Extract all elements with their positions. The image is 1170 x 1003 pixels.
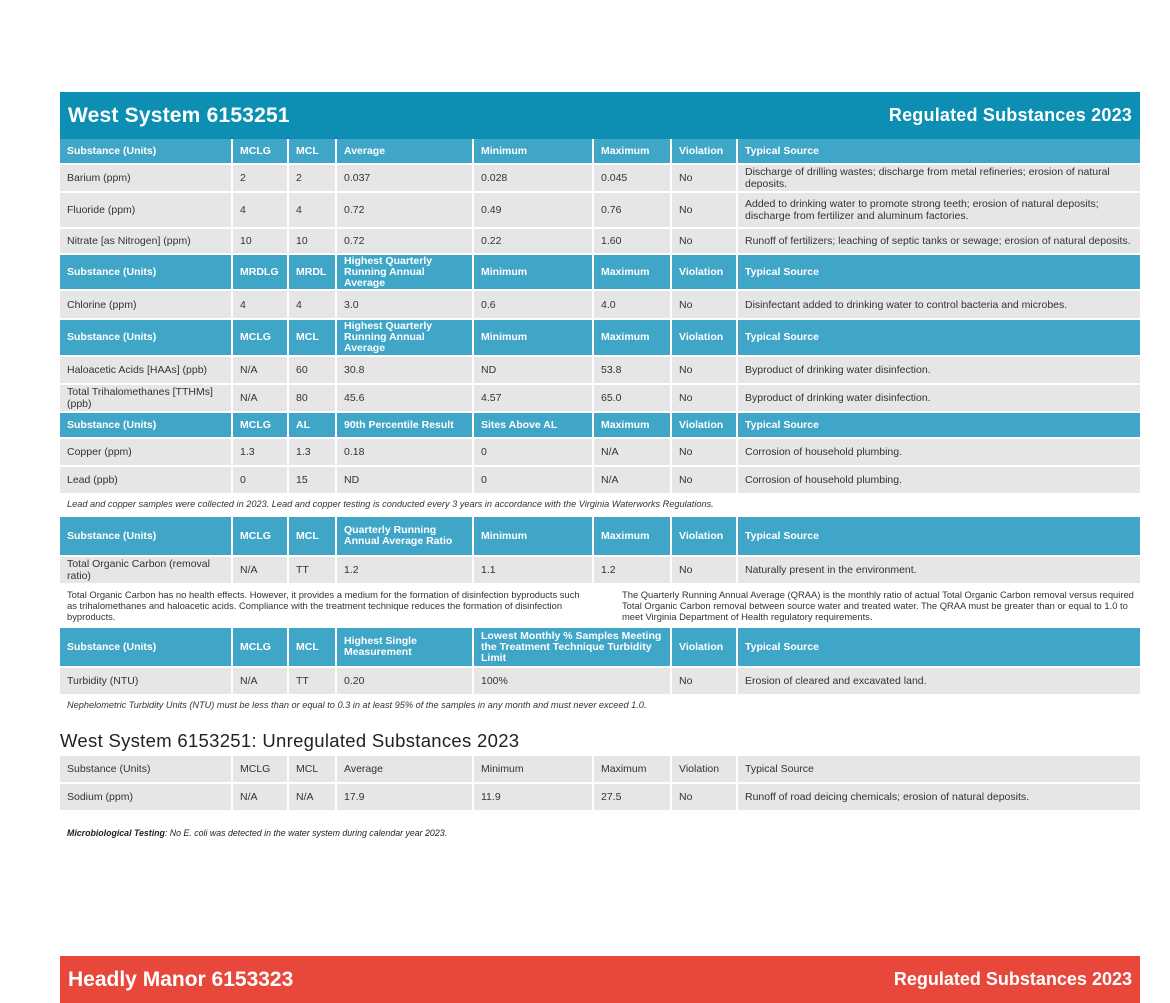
table-row-cell: 1.1 [474, 557, 594, 583]
table-row-cell: No [672, 385, 738, 411]
table-row-cell: Lead (ppb) [60, 467, 233, 493]
unregulated-title: West System 6153251: Unregulated Substances 2023 [60, 730, 520, 751]
column-header-row-cell: Substance (Units) [60, 320, 233, 355]
column-header-row-cell: Maximum [594, 320, 672, 355]
west-regulated-title: Regulated Substances 2023 [888, 105, 1132, 125]
table-row-cell: 0.72 [337, 229, 474, 253]
table-row-cell: ND [474, 357, 594, 383]
column-header-row-cell: Maximum [594, 517, 672, 555]
column-header-row-cell: Highest Single Measurement [337, 628, 474, 666]
table-row-cell: 2 [289, 165, 337, 191]
column-header-row-cell: Highest Quarterly Running Annual Average [337, 255, 474, 289]
column-header-row-cell: Substance (Units) [60, 413, 233, 437]
column-header-row-cell: Violation [672, 628, 738, 666]
headly-regulated-title: Regulated Substances 2023 [893, 969, 1132, 989]
column-header-row-cell: Maximum [594, 756, 672, 782]
table-row-cell: 3.0 [337, 291, 474, 318]
headly-title: Headly Manor 6153323 [68, 967, 294, 991]
table-row-cell: N/A [594, 467, 672, 493]
toc-notes [60, 585, 1140, 626]
table-row-cell: 0.22 [474, 229, 594, 253]
table-row-cell: 65.0 [594, 385, 672, 411]
column-header-row-cell: MCLG [233, 517, 289, 555]
table-row-cell: 45.6 [337, 385, 474, 411]
column-header-row-cell: Substance (Units) [60, 756, 233, 782]
column-header-row-cell: Violation [672, 320, 738, 355]
table-row-cell: TT [289, 557, 337, 583]
column-header-row-cell: MCL [289, 628, 337, 666]
column-header-row-cell: Average [337, 756, 474, 782]
column-header-row [60, 628, 1140, 666]
column-header-row-cell: Quarterly Running Annual Average Ratio [337, 517, 474, 555]
table-row-cell: ND [337, 467, 474, 493]
table-row-cell: Turbidity (NTU) [60, 668, 233, 694]
column-header-row-cell: MRDL [289, 255, 337, 289]
table-row-cell: 1.2 [337, 557, 474, 583]
column-header-row-cell: Typical Source [738, 320, 1140, 355]
table-row-cell: Haloacetic Acids [HAAs] (ppb) [60, 357, 233, 383]
table-row-cell: 80 [289, 385, 337, 411]
column-header-row [60, 139, 1140, 163]
table-row-cell: No [672, 467, 738, 493]
table-row-cell: 4 [233, 193, 289, 227]
column-header-row-cell: Violation [672, 255, 738, 289]
table-row [60, 385, 1140, 411]
table-row-cell: Erosion of cleared and excavated land. [738, 668, 1140, 694]
column-header-row-cell: Maximum [594, 413, 672, 437]
table-row-cell: Sodium (ppm) [60, 784, 233, 810]
table-row-cell: 10 [233, 229, 289, 253]
column-header-row [60, 255, 1140, 289]
column-header-row-cell: Typical Source [738, 756, 1140, 782]
table-row-cell: Disinfectant added to drinking water to control bacteria and microbes. [738, 291, 1140, 318]
unregulated-title-wrap [60, 718, 1140, 754]
column-header-row [60, 413, 1140, 437]
column-header-row-cell: Violation [672, 139, 738, 163]
column-header-row [60, 756, 1140, 782]
table-row-cell: 1.60 [594, 229, 672, 253]
table-row-cell: Copper (ppm) [60, 439, 233, 465]
table-row-cell: N/A [233, 784, 289, 810]
column-header-row-cell: Violation [672, 517, 738, 555]
table-row-cell: 1.3 [233, 439, 289, 465]
table-row-cell: N/A [233, 357, 289, 383]
column-header-row-cell: MCL [289, 756, 337, 782]
table-row-cell: Runoff of road deicing chemicals; erosion of natural deposits. [738, 784, 1140, 810]
table-row-cell: No [672, 291, 738, 318]
column-header-row-cell: MCLG [233, 756, 289, 782]
table-row [60, 229, 1140, 253]
table-row-cell: N/A [594, 439, 672, 465]
table-row [60, 668, 1140, 694]
table-row-cell: Naturally present in the environment. [738, 557, 1140, 583]
table-row [60, 557, 1140, 583]
column-header-row-cell: Maximum [594, 255, 672, 289]
table-row-cell: 0 [233, 467, 289, 493]
table-row-cell: N/A [233, 668, 289, 694]
table-row-cell: Byproduct of drinking water disinfection. [738, 357, 1140, 383]
column-header-row-cell: Sites Above AL [474, 413, 594, 437]
table-row-cell: Total Organic Carbon (removal ratio) [60, 557, 233, 583]
table-row-cell: Runoff of fertilizers; leaching of septic tanks or sewage; erosion of natural deposits. [738, 229, 1140, 253]
table-row-cell: 0 [474, 467, 594, 493]
table-row-cell: No [672, 668, 738, 694]
table-row-cell: Added to drinking water to promote strong teeth; erosion of natural deposits; discharge from fertilizer and aluminum factories. [738, 193, 1140, 227]
table-row-cell: N/A [289, 784, 337, 810]
micro-text: : No E. coli was detected in the water system during calendar year 2023. [164, 828, 448, 838]
lead-copper-note-wrap [60, 495, 1140, 515]
table-row [60, 193, 1140, 227]
column-header-row-cell: MCL [289, 139, 337, 163]
table-row-cell: 0.72 [337, 193, 474, 227]
column-header-row-cell: Substance (Units) [60, 628, 233, 666]
west-system-report [60, 92, 1140, 840]
toc-note-right: The Quarterly Running Annual Average (QRAA) is the monthly ratio of actual Total Organic Carbon removal versus required Total Organic Carbon removal between source water and treated water. The QRAA must be greater than or equal to 1.0 to meet Virginia Department of Health regulatory requirements. [622, 589, 1134, 622]
column-header-row-cell: Minimum [474, 756, 594, 782]
table-row-cell: 0.028 [474, 165, 594, 191]
toc-notes-wrap [60, 585, 1140, 626]
column-header-row-cell: Typical Source [738, 628, 1140, 666]
lead-copper-note: Lead and copper samples were collected in 2023. Lead and copper testing is conducted every 3 years in accordance with the Virginia Waterworks Regulations. [67, 499, 714, 509]
table-row [60, 467, 1140, 493]
table-row-cell: N/A [233, 385, 289, 411]
table-row-cell: Byproduct of drinking water disinfection. [738, 385, 1140, 411]
table-row [60, 357, 1140, 383]
table-row-cell: Fluoride (ppm) [60, 193, 233, 227]
column-header-row-cell: MCLG [233, 628, 289, 666]
column-header-row-cell: Typical Source [738, 517, 1140, 555]
west-title: West System 6153251 [68, 103, 290, 127]
table-row-cell: N/A [233, 557, 289, 583]
column-header-row-cell: Substance (Units) [60, 139, 233, 163]
west-title-bar [60, 92, 1140, 139]
column-header-row-cell: Typical Source [738, 255, 1140, 289]
column-header-row-cell: Minimum [474, 139, 594, 163]
table-row-cell: 17.9 [337, 784, 474, 810]
table-row-cell: Discharge of drilling wastes; discharge from metal refineries; erosion of natural deposits. [738, 165, 1140, 191]
column-header-row-cell: MCLG [233, 139, 289, 163]
table-row-cell: 60 [289, 357, 337, 383]
table-row [60, 291, 1140, 318]
table-row-cell: Barium (ppm) [60, 165, 233, 191]
column-header-row-cell: Typical Source [738, 413, 1140, 437]
column-header-row-cell: AL [289, 413, 337, 437]
table-row-cell: 0.037 [337, 165, 474, 191]
table-row-cell: 100% [474, 668, 672, 694]
table-row-cell: No [672, 439, 738, 465]
column-header-row [60, 320, 1140, 355]
column-header-row-cell: Violation [672, 413, 738, 437]
regulated-table [60, 137, 1140, 840]
toc-note-left: Total Organic Carbon has no health effects. However, it provides a medium for the formation of disinfection byproducts such as trihalomethanes and haloacetic acids. Compliance with the treatment technique reduces the formation of disinfection byproducts. [67, 589, 580, 622]
table-row-cell: 15 [289, 467, 337, 493]
table-row-cell: 0 [474, 439, 594, 465]
table-row-cell: 53.8 [594, 357, 672, 383]
table-row-cell: 30.8 [337, 357, 474, 383]
table-row-cell: 1.2 [594, 557, 672, 583]
column-header-row-cell: MCLG [233, 413, 289, 437]
column-header-row-cell: MRDLG [233, 255, 289, 289]
column-header-row-cell: MCLG [233, 320, 289, 355]
column-header-row-cell: Typical Source [738, 139, 1140, 163]
table-row-cell: 0.20 [337, 668, 474, 694]
table-row-cell: No [672, 784, 738, 810]
column-header-row-cell: Average [337, 139, 474, 163]
column-header-row-cell: Lowest Monthly % Samples Meeting the Treatment Technique Turbidity Limit [474, 628, 672, 666]
table-row-cell: 4 [233, 291, 289, 318]
table-row-cell: Chlorine (ppm) [60, 291, 233, 318]
column-header-row-cell: Minimum [474, 320, 594, 355]
table-row-cell: Nitrate [as Nitrogen] (ppm) [60, 229, 233, 253]
table-row-cell: 11.9 [474, 784, 594, 810]
ntu-note-wrap [60, 696, 1140, 716]
column-header-row-cell: MCL [289, 320, 337, 355]
column-header-row [60, 517, 1140, 555]
table-row-cell: No [672, 557, 738, 583]
table-row-cell: 4.57 [474, 385, 594, 411]
ntu-note: Nephelometric Turbidity Units (NTU) must be less than or equal to 0.3 in at least 95% of the samples in any month and must never exceed 1.0. [67, 700, 647, 710]
table-row-cell: 4 [289, 291, 337, 318]
column-header-row-cell: Substance (Units) [60, 517, 233, 555]
column-header-row-cell: Substance (Units) [60, 255, 233, 289]
column-header-row-cell: Minimum [474, 255, 594, 289]
table-row [60, 165, 1140, 191]
micro-note-wrap [60, 812, 1140, 838]
table-row-cell: 1.3 [289, 439, 337, 465]
table-row-cell: No [672, 193, 738, 227]
table-row [60, 439, 1140, 465]
column-header-row-cell: Highest Quarterly Running Annual Average [337, 320, 474, 355]
table-row-cell: 0.18 [337, 439, 474, 465]
table-row-cell: 0.49 [474, 193, 594, 227]
column-header-row-cell: Minimum [474, 517, 594, 555]
table-row-cell: No [672, 165, 738, 191]
table-row-cell: 4 [289, 193, 337, 227]
column-header-row-cell: Maximum [594, 139, 672, 163]
table-row-cell: Total Trihalomethanes [TTHMs] (ppb) [60, 385, 233, 411]
table-row-cell: 0.76 [594, 193, 672, 227]
table-row-cell: No [672, 357, 738, 383]
table-row-cell: 10 [289, 229, 337, 253]
table-row-cell: 27.5 [594, 784, 672, 810]
table-row-cell: 0.6 [474, 291, 594, 318]
table-row-cell: 0.045 [594, 165, 672, 191]
table-row-cell: Corrosion of household plumbing. [738, 467, 1140, 493]
column-header-row-cell: Violation [672, 756, 738, 782]
column-header-row-cell: 90th Percentile Result [337, 413, 474, 437]
table-row-cell: 2 [233, 165, 289, 191]
table-row-cell: 4.0 [594, 291, 672, 318]
column-header-row-cell: MCL [289, 517, 337, 555]
table-row-cell: No [672, 229, 738, 253]
table-row-cell: Corrosion of household plumbing. [738, 439, 1140, 465]
micro-note [60, 828, 1140, 838]
table-row [60, 784, 1140, 810]
table-row-cell: TT [289, 668, 337, 694]
micro-label: Microbiological Testing [67, 828, 165, 838]
